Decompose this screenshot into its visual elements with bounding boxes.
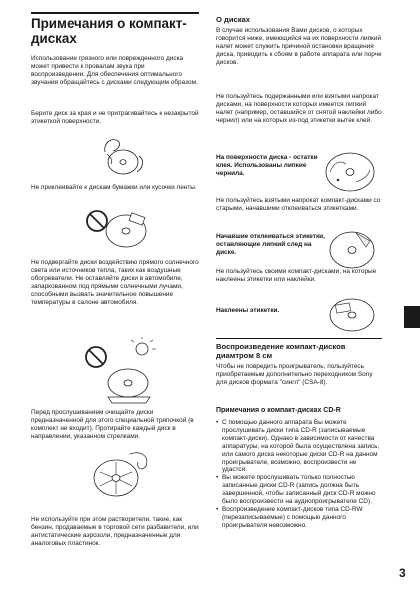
cleaning-illustration [80,446,160,506]
section-divider [216,338,382,339]
glue-residue-caption: На поверхности диска - остатки клея. Использованы липкие чернила. [216,154,318,177]
cdr-notes-list [216,419,382,530]
intro-paragraph: Использование грязного или поврежденного диска может привести к провалам звука при воспроизведении. Для обеспечения оптимального звучания обращайтесь с дисками следующим образом. [31,55,198,86]
list-item: • Вы можете прослушивать только полностью записанные диски CD-R (запись должна быть завершенной, чтобы записанный диск CD-R можно было воспроизвести на аудиопроигрывателе CD). [216,474,382,506]
about-discs-paragraph: В случае использования Вами дисков, о которых говорится ниже, имеющийся на их поверхности липкий налет может служить причиной остановки вращения диска, приводить к сбоям в работе аппарата или порче дисков. [216,27,382,66]
page-number: 3 [399,566,406,580]
cleaning-paragraph: Перед прослушиванием очищайте диски предназначенной для этого специальной тряпочкой (в комплект не входит). Протирайте каждый диск в направлении, указанном стрелками. [31,409,194,440]
page-title: Примечания о компакт-дисках [31,16,187,46]
cd8-heading: Воспроизведение компакт-дисков диамтром 8 см [216,342,346,360]
rental-discs-paragraph: Не пользуйтесь взятыми напрокат компакт-дисками со старыми, начавшими отклеиваться этикетками. [216,197,381,212]
disc-handling-illustration [93,132,153,180]
no-tape-illustration [80,205,160,253]
section-tab-marker [404,306,420,328]
cd8-paragraph: Чтобы не повредить проигрыватель, пользуйтесь приобретаемым дополнительно переходником Sony для дисков формата "сингл" (CSA-8). [216,363,373,386]
labels-attached-caption: Наклеены этикетки. [216,307,280,314]
no-tape-paragraph: Не приклеивайте к дискам бумажки или кусочки ленты. [31,184,197,191]
solvent-warning-paragraph: Не используйте при этом растворители, такие, как бензин, продаваемые в торговой сети разбавители, или антистатические аэрозоли, предназначенные для аналоговых пластинок. [31,516,199,547]
heat-warning-paragraph: Не подвергайте диски воздействию прямого солнечного света или источников тепла, таких как воздушные обогреватели. Не оставляйте диски в автомобиле, запаркованном под прямыми солнечными лучами, способными вызвать значительное повышение температуры в салоне автомобиля. [31,259,199,306]
no-heat-illustration [80,337,170,407]
handling-paragraph: Берите диск за края и не притрагивайтесь к незакрытой этикеткой поверхности. [31,110,199,125]
glue-residue-disc-illustration [322,150,378,194]
cdr-heading: Примечания о компакт-дисках CD-R [216,407,341,414]
stickers-paragraph: Не пользуйтесь своими компакт-дисками, на которые наклеены этикетки или наклейки. [216,268,377,283]
title-rule [31,12,199,14]
labeled-disc-illustration [326,296,378,334]
peeling-labels-caption: Начавшие отклеиваться этикетки, оставляющие липкий след на диске. [216,233,325,256]
list-item: • Воспроизведение компакт-дисков типа CD-RW (перезаписываемые) с помощью данного проигрывателя невозможно. [216,506,382,530]
used-discs-paragraph: Не пользуйтесь подержанными или взятыми напрокат дисками, на поверхности которых имеется липкий налет (например, оставшийся от снятой наклейки либо чернил) или на которых из-под этикетки вытек клей. [216,93,382,124]
peeling-label-disc-illustration [326,229,378,271]
about-discs-heading: О дисках [216,15,250,24]
list-item: • С помощью данного аппарата Вы можете прослушивать диски типа CD-R (записываемые компакт-диски). Однако в зависимости от качества аппаратуры, на которой была осуществлена запись, или самого диска некоторые диски CD-R на данном проигрывателе, возможно, воспроизвести не удастся. [216,419,382,474]
